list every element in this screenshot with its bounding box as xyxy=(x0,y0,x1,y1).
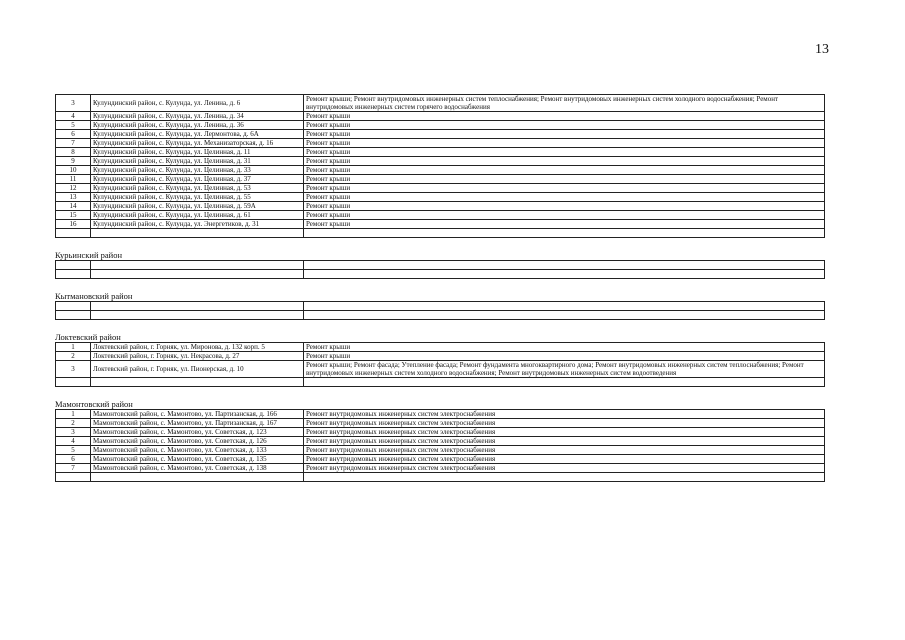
work-type-cell: Ремонт внутридомовых инженерных систем электроснабжения xyxy=(304,464,825,473)
row-number-cell: 5 xyxy=(56,446,91,455)
row-number-cell: 1 xyxy=(56,343,91,352)
row-number-cell: 15 xyxy=(56,211,91,220)
address-cell: Кулундинский район, с. Кулунда, ул. Целинная, д. 53 xyxy=(91,184,304,193)
empty-cell xyxy=(304,229,825,238)
document-table-area xyxy=(55,94,824,482)
work-type-cell: Ремонт крыши xyxy=(304,121,825,130)
empty-cell xyxy=(56,378,91,387)
table-row xyxy=(56,220,825,229)
empty-cell xyxy=(91,302,304,311)
work-type-cell: Ремонт крыши xyxy=(304,220,825,229)
work-type-cell: Ремонт крыши xyxy=(304,343,825,352)
empty-cell xyxy=(91,261,304,270)
row-number-cell: 7 xyxy=(56,464,91,473)
data-table xyxy=(55,301,825,320)
work-type-cell: Ремонт крыши; Ремонт фасада; Утепление фасада; Ремонт фундамента многоквартирного дома; Ремонт внутридомовых инженерных систем теплоснабжения; Ремонт внутридомовых инженерных систем холодного водоснабжения; Ремонт внутридомовых инженерных систем водоотведения xyxy=(304,361,825,378)
address-cell: Мамонтовский район, с. Мамонтово, ул. Советская, д. 135 xyxy=(91,455,304,464)
district-heading: Курьинский район xyxy=(55,250,122,260)
table-row xyxy=(56,139,825,148)
work-type-cell: Ремонт крыши xyxy=(304,166,825,175)
address-cell: Мамонтовский район, с. Мамонтово, ул. Советская, д. 126 xyxy=(91,437,304,446)
row-number-cell: 10 xyxy=(56,166,91,175)
table-row xyxy=(56,95,825,112)
work-type-cell: Ремонт крыши xyxy=(304,211,825,220)
spacer-row xyxy=(56,378,825,387)
row-number-cell: 12 xyxy=(56,184,91,193)
row-number-cell: 13 xyxy=(56,193,91,202)
page-number: 13 xyxy=(815,42,829,57)
table-row xyxy=(56,148,825,157)
empty-cell xyxy=(56,270,91,279)
empty-cell xyxy=(91,229,304,238)
table-row xyxy=(56,193,825,202)
empty-cell xyxy=(304,270,825,279)
district-heading: Кытмановский район xyxy=(55,291,133,301)
empty-cell xyxy=(56,473,91,482)
address-cell: Кулундинский район, с. Кулунда, ул. Целинная, д. 31 xyxy=(91,157,304,166)
empty-cell xyxy=(56,229,91,238)
data-table xyxy=(55,409,825,482)
table-row xyxy=(56,455,825,464)
work-type-cell: Ремонт крыши xyxy=(304,157,825,166)
empty-cell xyxy=(91,378,304,387)
empty-cell xyxy=(304,261,825,270)
row-number-cell: 5 xyxy=(56,121,91,130)
district-heading: Мамонтовский район xyxy=(55,399,133,409)
row-number-cell: 8 xyxy=(56,148,91,157)
table-row xyxy=(56,464,825,473)
row-number-cell: 6 xyxy=(56,455,91,464)
empty-row xyxy=(56,261,825,270)
address-cell: Локтевский район, г. Горняк, ул. Некрасова, д. 27 xyxy=(91,352,304,361)
empty-cell xyxy=(304,378,825,387)
address-cell: Кулундинский район, с. Кулунда, ул. Механизаторская, д. 16 xyxy=(91,139,304,148)
work-type-cell: Ремонт крыши xyxy=(304,175,825,184)
empty-cell xyxy=(56,302,91,311)
row-number-cell: 4 xyxy=(56,437,91,446)
table-row xyxy=(56,428,825,437)
work-type-cell: Ремонт внутридомовых инженерных систем электроснабжения xyxy=(304,437,825,446)
work-type-cell: Ремонт крыши xyxy=(304,193,825,202)
table-row xyxy=(56,361,825,378)
empty-cell xyxy=(56,311,91,320)
address-cell: Кулундинский район, с. Кулунда, ул. Целинная, д. 11 xyxy=(91,148,304,157)
empty-row xyxy=(56,311,825,320)
table-row xyxy=(56,166,825,175)
row-number-cell: 6 xyxy=(56,130,91,139)
address-cell: Кулундинский район, с. Кулунда, ул. Целинная, д. 55 xyxy=(91,193,304,202)
address-cell: Мамонтовский район, с. Мамонтово, ул. Советская, д. 123 xyxy=(91,428,304,437)
table-row xyxy=(56,446,825,455)
work-type-cell: Ремонт крыши xyxy=(304,148,825,157)
address-cell: Кулундинский район, с. Кулунда, ул. Целинная, д. 33 xyxy=(91,166,304,175)
table-row xyxy=(56,157,825,166)
work-type-cell: Ремонт крыши xyxy=(304,139,825,148)
row-number-cell: 9 xyxy=(56,157,91,166)
table-row xyxy=(56,343,825,352)
row-number-cell: 14 xyxy=(56,202,91,211)
address-cell: Кулундинский район, с. Кулунда, ул. Лермонтова, д. 6А xyxy=(91,130,304,139)
address-cell: Кулундинский район, с. Кулунда, ул. Ленина, д. 34 xyxy=(91,112,304,121)
table-row xyxy=(56,184,825,193)
empty-cell xyxy=(56,261,91,270)
table-row xyxy=(56,437,825,446)
data-table xyxy=(55,260,825,279)
work-type-cell: Ремонт внутридомовых инженерных систем электроснабжения xyxy=(304,410,825,419)
row-number-cell: 3 xyxy=(56,95,91,112)
row-number-cell: 3 xyxy=(56,361,91,378)
work-type-cell: Ремонт крыши xyxy=(304,202,825,211)
table-row xyxy=(56,130,825,139)
data-table xyxy=(55,94,825,238)
work-type-cell: Ремонт внутридомовых инженерных систем электроснабжения xyxy=(304,446,825,455)
address-cell: Мамонтовский район, с. Мамонтово, ул. Советская, д. 133 xyxy=(91,446,304,455)
row-number-cell: 2 xyxy=(56,352,91,361)
row-number-cell: 4 xyxy=(56,112,91,121)
empty-row xyxy=(56,302,825,311)
table-row xyxy=(56,211,825,220)
row-number-cell: 11 xyxy=(56,175,91,184)
table-row xyxy=(56,352,825,361)
row-number-cell: 3 xyxy=(56,428,91,437)
spacer-row xyxy=(56,473,825,482)
address-cell: Мамонтовский район, с. Мамонтово, ул. Советская, д. 138 xyxy=(91,464,304,473)
empty-row xyxy=(56,270,825,279)
empty-cell xyxy=(304,302,825,311)
work-type-cell: Ремонт внутридомовых инженерных систем электроснабжения xyxy=(304,455,825,464)
address-cell: Локтевский район, г. Горняк, ул. Пионерская, д. 10 xyxy=(91,361,304,378)
empty-cell xyxy=(304,473,825,482)
address-cell: Мамонтовский район, с. Мамонтово, ул. Партизанская, д. 166 xyxy=(91,410,304,419)
spacer-row xyxy=(56,229,825,238)
address-cell: Кулундинский район, с. Кулунда, ул. Энергетиков, д. 31 xyxy=(91,220,304,229)
work-type-cell: Ремонт крыши xyxy=(304,184,825,193)
address-cell: Кулундинский район, с. Кулунда, ул. Целинная, д. 37 xyxy=(91,175,304,184)
row-number-cell: 16 xyxy=(56,220,91,229)
address-cell: Мамонтовский район, с. Мамонтово, ул. Партизанская, д. 167 xyxy=(91,419,304,428)
address-cell: Кулундинский район, с. Кулунда, ул. Ленина, д. 6 xyxy=(91,95,304,112)
work-type-cell: Ремонт внутридомовых инженерных систем электроснабжения xyxy=(304,428,825,437)
row-number-cell: 2 xyxy=(56,419,91,428)
work-type-cell: Ремонт крыши xyxy=(304,130,825,139)
district-heading: Локтевский район xyxy=(55,332,121,342)
table-row xyxy=(56,410,825,419)
data-table xyxy=(55,342,825,387)
work-type-cell: Ремонт крыши xyxy=(304,352,825,361)
table-row xyxy=(56,202,825,211)
address-cell: Кулундинский район, с. Кулунда, ул. Ленина, д. 36 xyxy=(91,121,304,130)
empty-cell xyxy=(304,311,825,320)
empty-cell xyxy=(91,270,304,279)
table-row xyxy=(56,121,825,130)
empty-cell xyxy=(91,473,304,482)
table-row xyxy=(56,175,825,184)
work-type-cell: Ремонт крыши xyxy=(304,112,825,121)
table-row xyxy=(56,112,825,121)
row-number-cell: 1 xyxy=(56,410,91,419)
work-type-cell: Ремонт крыши; Ремонт внутридомовых инженерных систем теплоснабжения; Ремонт внутридомовых инженерных систем холодного водоснабжения; Ремонт внутридомовых инженерных систем горячего водоснабжения xyxy=(304,95,825,112)
address-cell: Кулундинский район, с. Кулунда, ул. Целинная, д. 61 xyxy=(91,211,304,220)
table-row xyxy=(56,419,825,428)
address-cell: Локтевский район, г. Горняк, ул. Миронова, д. 132 корп. 5 xyxy=(91,343,304,352)
empty-cell xyxy=(91,311,304,320)
address-cell: Кулундинский район, с. Кулунда, ул. Целинная, д. 59А xyxy=(91,202,304,211)
row-number-cell: 7 xyxy=(56,139,91,148)
work-type-cell: Ремонт внутридомовых инженерных систем электроснабжения xyxy=(304,419,825,428)
